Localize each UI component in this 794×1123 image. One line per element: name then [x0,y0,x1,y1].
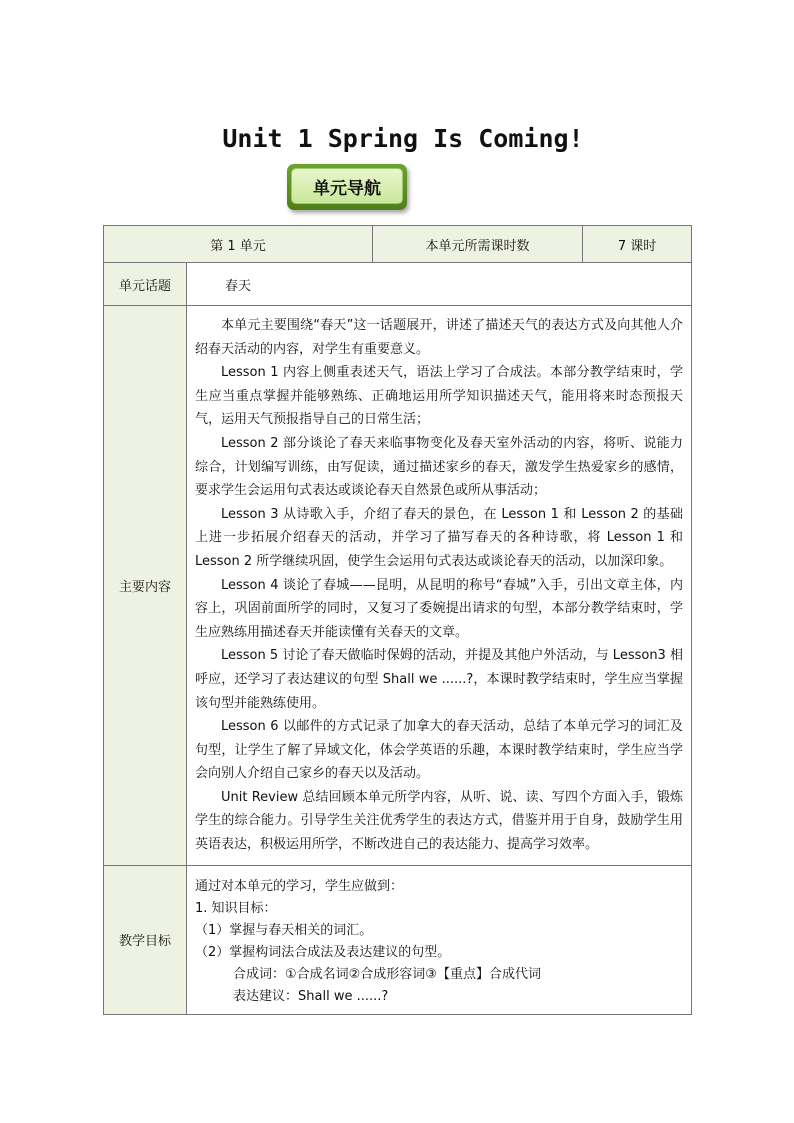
header-row [104,226,692,263]
content-paragraph: Lesson 2 部分谈论了春天来临事物变化及春天室外活动的内容，将听、说能力综合，计划编写训练，由写促读，通过描述家乡的春天，激发学生热爱家乡的感情，要求学生会运用句式表达或谈论春天自然景色或所从事活动； [195,435,684,499]
goals-knowledge: 1. 知识目标： [195,900,277,916]
content-label-cell: 主要内容 [104,306,187,866]
unit-navigation-badge [287,164,407,210]
content-cell [187,306,692,866]
goals-cell [187,865,692,1014]
content-paragraph: Lesson 3 从诗歌入手，介绍了春天的景色，在 Lesson 1 和 Lesson 2 的基础上进一步拓展介绍春天的活动，并学习了描写春天的各种诗歌，将 Lesson 1 和 Lesson 2 所学继续巩固，使学生会运用句式表达或谈论春天的活动，以加深印象。 [195,506,684,569]
content-paragraph: Lesson 6 以邮件的方式记录了加拿大的春天活动，总结了本单元学习的词汇及句型，让学生了解了异域文化，体会学英语的乐趣，本课时教学结束时，学生应当学会向别人介绍自己家乡的春天以及活动。 [195,719,684,782]
badge-label: 单元导航 [291,168,403,204]
content-paragraph: 本单元主要围绕“春天”这一话题展开，讲述了描述天气的表达方式及向其他人介绍春天活动的内容，对学生有重要意义。 [195,318,684,357]
topic-value-cell: 春天 [187,263,692,306]
content-paragraph: Lesson 1 内容上侧重表述天气，语法上学习了合成法。本部分教学结束时，学生应当重点掌握并能够熟练、正确地运用所学知识描述天气，能用将来时态预报天气，运用天气预报指导自己的日常生活； [195,365,684,428]
content-row [104,306,692,866]
goals-label-cell: 教学目标 [104,865,187,1014]
goals-intro: 通过对本单元的学习，学生应做到： [195,878,404,894]
topic-label-cell: 单元话题 [104,263,187,306]
page-title: Unit 1 Spring Is Coming! [222,124,584,153]
goals-suggest: 表达建议：Shall we ......? [233,988,389,1004]
goals-item: （1）掌握与春天相关的词汇。 [195,922,373,938]
content-paragraph: Unit Review 总结回顾本单元所学内容，从听、说、读、写四个方面入手，锻炼学生的综合能力。引导学生关注优秀学生的表达方式，借鉴并用于自身，鼓励学生用英语表达，积极运用所学，不断改进自己的表达能力、提高学习效率。 [195,789,684,853]
goals-row [104,865,692,1014]
hours-label-cell: 本单元所需课时数 [373,226,583,263]
hours-value-cell: 7 课时 [583,226,692,263]
topic-row [104,263,692,306]
content-paragraph: Lesson 4 谈论了春城——昆明，从昆明的称号“春城”入手，引出文章主体，内容上，巩固前面所学的同时，又复习了委婉提出请求的句型，本部分教学结束时，学生应熟练用描述春天并能读懂有关春天的文章。 [195,577,684,640]
goals-compound: 合成词：①合成名词②合成形容词③【重点】合成代词 [233,966,541,982]
unit-overview-table [103,225,692,1015]
content-paragraph: Lesson 5 讨论了春天做临时保姆的活动，并提及其他户外活动，与 Lesson3 相呼应，还学习了表达建议的句型 Shall we ......?，本课时教学结束时，学生应当掌握该句型并能熟练使用。 [195,648,684,711]
unit-number-cell: 第 1 单元 [104,226,373,263]
goals-item: （2）掌握构词法合成法及表达建议的句型。 [195,944,451,960]
